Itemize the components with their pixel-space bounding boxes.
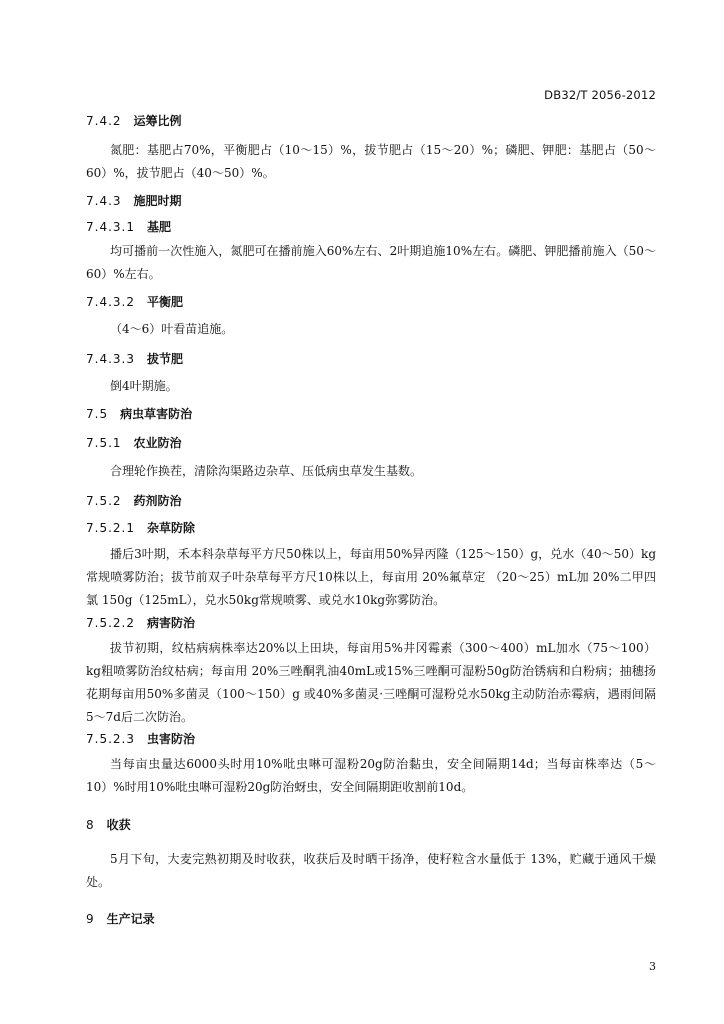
section-number: 9: [86, 912, 95, 926]
body-paragraph: 合理轮作换茬，清除沟渠路边杂草、压低病虫草发生基数。: [110, 464, 423, 478]
section-number: 8: [86, 818, 95, 832]
section-number: 7.5.2.1: [86, 521, 135, 535]
section-number: 7.4.3.2: [86, 295, 135, 309]
section-heading: [86, 350, 183, 367]
section-heading: [86, 293, 183, 310]
section-title: 杂草防除: [146, 521, 195, 535]
section-number: 7.5.2: [86, 494, 122, 508]
section-title: 病虫草害防治: [120, 407, 193, 421]
section-title: 施肥时期: [133, 194, 182, 208]
section-heading: [86, 405, 192, 422]
standard-code: DB32/T 2056-2012: [544, 88, 656, 102]
body-paragraph: （4～6）叶看苗追施。: [110, 322, 234, 336]
section-number: 7.5: [86, 407, 109, 421]
section-heading: [86, 192, 182, 209]
section-number: 7.5.1: [86, 436, 122, 450]
section-title: 药剂防治: [133, 494, 182, 508]
section-title: 病害防治: [146, 616, 195, 630]
section-title: 拔节肥: [146, 352, 183, 366]
section-heading: [86, 910, 155, 927]
section-title: 收获: [106, 818, 131, 832]
body-paragraph: 倒4叶期施。: [110, 379, 178, 393]
body-paragraph: 氮肥：基肥占70%，平衡肥占（10～15）%，拔节肥占（15～20）%；磷肥、钾肥：基肥占（50～60）%，拔节肥占（40～50）%。: [86, 143, 656, 180]
section-heading: [86, 816, 131, 833]
section-title: 基肥: [146, 220, 171, 234]
section-title: 生产记录: [106, 912, 155, 926]
section-number: 7.4.3.3: [86, 352, 135, 366]
body-paragraph: 当每亩虫量达6000头时用10%吡虫啉可湿粉20g防治黏虫，安全间隔期14d；当每亩株率达（5～10）%时用10%吡虫啉可湿粉20g防治蚜虫，安全间隔期距收割前10d。: [86, 757, 656, 794]
section-title: 运筹比例: [133, 114, 182, 128]
section-number: 7.4.3.1: [86, 220, 135, 234]
section-title: 虫害防治: [146, 732, 195, 746]
section-heading: [86, 519, 195, 536]
section-heading: [86, 492, 182, 509]
body-paragraph: 播后3叶期，禾本科杂草每平方尺50株以上，每亩用50%异丙隆（125～150）g，兑水（40～50）kg常规喷雾防治；拔节前双子叶杂草每平方尺10株以上，每亩用 20%氟草定 （20～25）mL加 20%二甲四氯 150g（125mL），兑水50kg常规喷雾、或兑水10kg弥雾防治。: [86, 547, 656, 607]
body-paragraph: 5月下旬，大麦完熟初期及时收获，收获后及时晒干扬净，使籽粒含水量低于 13%，贮藏于通风干燥处。: [86, 852, 656, 889]
body-paragraph: 均可播前一次性施入，氮肥可在播前施入60%左右、2叶期追施10%左右。磷肥、钾肥播前施入（50～60）%左右。: [86, 244, 656, 281]
section-number: 7.4.2: [86, 114, 122, 128]
section-heading: [86, 218, 171, 235]
section-title: 农业防治: [133, 436, 182, 450]
section-number: 7.5.2.3: [86, 732, 135, 746]
section-title: 平衡肥: [146, 295, 183, 309]
section-heading: [86, 614, 195, 631]
page-number: 3: [649, 960, 656, 973]
body-paragraph: 拔节初期，纹枯病病株率达20%以上田块，每亩用5%井冈霉素（300～400）mL加水（75～100）kg粗喷雾防治纹枯病；每亩用 20%三唑酮乳油40mL或15%三唑酮可湿粉50g防治锈病和白粉病；抽穗扬花期每亩用50%多菌灵（100～150）g 或40%多菌灵·三唑酮可湿粉兑水50kg主动防治赤霉病，遇雨间隔5～7d后二次防治。: [86, 641, 656, 724]
section-heading: [86, 434, 182, 451]
section-number: 7.5.2.2: [86, 616, 135, 630]
section-heading: [86, 112, 182, 129]
section-number: 7.4.3: [86, 194, 122, 208]
section-heading: [86, 730, 195, 747]
